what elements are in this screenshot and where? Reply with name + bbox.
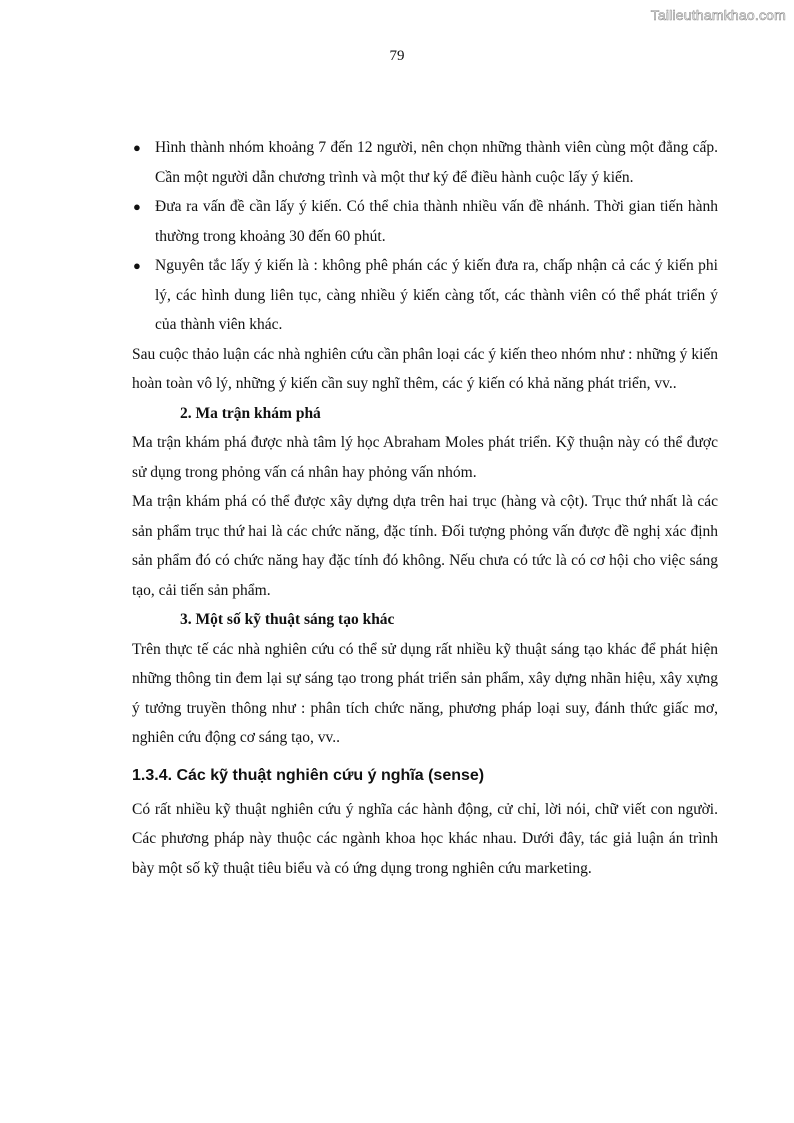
page-number: 79 bbox=[389, 48, 405, 64]
paragraph: Trên thực tế các nhà nghiên cứu có thể sử dụng rất nhiều kỹ thuật sáng tạo khác để phát hiện những thông tin đem lại sự sáng tạo trong phát triển sản phẩm, xây dựng nhãn hiệu, xây xựng ý tưởng truyền thông như : phân tích chức năng, phương pháp loại suy, đánh thức giấc mơ, nghiên cứu động cơ sáng tạo, vv.. bbox=[132, 640, 718, 746]
list-item bbox=[132, 192, 718, 251]
bullet-icon: ● bbox=[133, 258, 141, 273]
list-item bbox=[132, 133, 718, 192]
list-item bbox=[132, 251, 718, 340]
list-item-text: Nguyên tắc lấy ý kiến là : không phê phán các ý kiến đưa ra, chấp nhận cả các ý kiến phi lý, các hình dung liên tục, càng nhiều ý kiến càng tốt, các thành viên có thể phát triển ý của thành viên khác. bbox=[155, 257, 718, 333]
watermark: Tailieuthamkhao.com bbox=[650, 7, 786, 23]
bullet-list bbox=[132, 133, 718, 340]
section-heading: 1.3.4. Các kỹ thuật nghiên cứu ý nghĩa (sense) bbox=[132, 766, 485, 784]
list-item-text: Hình thành nhóm khoảng 7 đến 12 người, nên chọn những thành viên cùng một đẳng cấp. Cần một người dẫn chương trình và một thư ký để điều hành cuộc lấy ý kiến. bbox=[155, 139, 718, 186]
paragraph: Có rất nhiều kỹ thuật nghiên cứu ý nghĩa các hành động, cử chỉ, lời nói, chữ viết con người. Các phương pháp này thuộc các ngành khoa học khác nhau. Dưới đây, tác giả luận án trình bày một số kỹ thuật tiêu biểu và có ứng dụng trong nghiên cứu marketing. bbox=[132, 800, 718, 877]
paragraph: Ma trận khám phá được nhà tâm lý học Abraham Moles phát triển. Kỹ thuận này có thể được sử dụng trong phỏng vấn cá nhân hay phỏng vấn nhóm. bbox=[132, 434, 718, 481]
document-body bbox=[132, 133, 718, 883]
paragraph: Sau cuộc thảo luận các nhà nghiên cứu cần phân loại các ý kiến theo nhóm như : những ý kiến hoàn toàn vô lý, những ý kiến cần suy nghĩ thêm, các ý kiến có khả năng phát triển, vv.. bbox=[132, 345, 718, 392]
bullet-icon: ● bbox=[133, 199, 141, 214]
subsection-heading: 2. Ma trận khám phá bbox=[180, 404, 321, 422]
bullet-icon: ● bbox=[133, 140, 141, 155]
list-item-text: Đưa ra vấn đề cần lấy ý kiến. Có thể chia thành nhiều vấn đề nhánh. Thời gian tiến hành thường trong khoảng 30 đến 60 phút. bbox=[155, 198, 718, 245]
subsection-heading: 3. Một số kỹ thuật sáng tạo khác bbox=[180, 611, 395, 628]
paragraph: Ma trận khám phá có thể được xây dựng dựa trên hai trục (hàng và cột). Trục thứ nhất là các sản phẩm trục thứ hai là các chức năng, đặc tính. Đối tượng phỏng vấn được đề nghị xác định sản phẩm đó có chức năng hay đặc tính đó không. Nếu chưa có tức là có cơ hội cho việc sáng tạo, cải tiến sản phẩm. bbox=[132, 493, 718, 599]
